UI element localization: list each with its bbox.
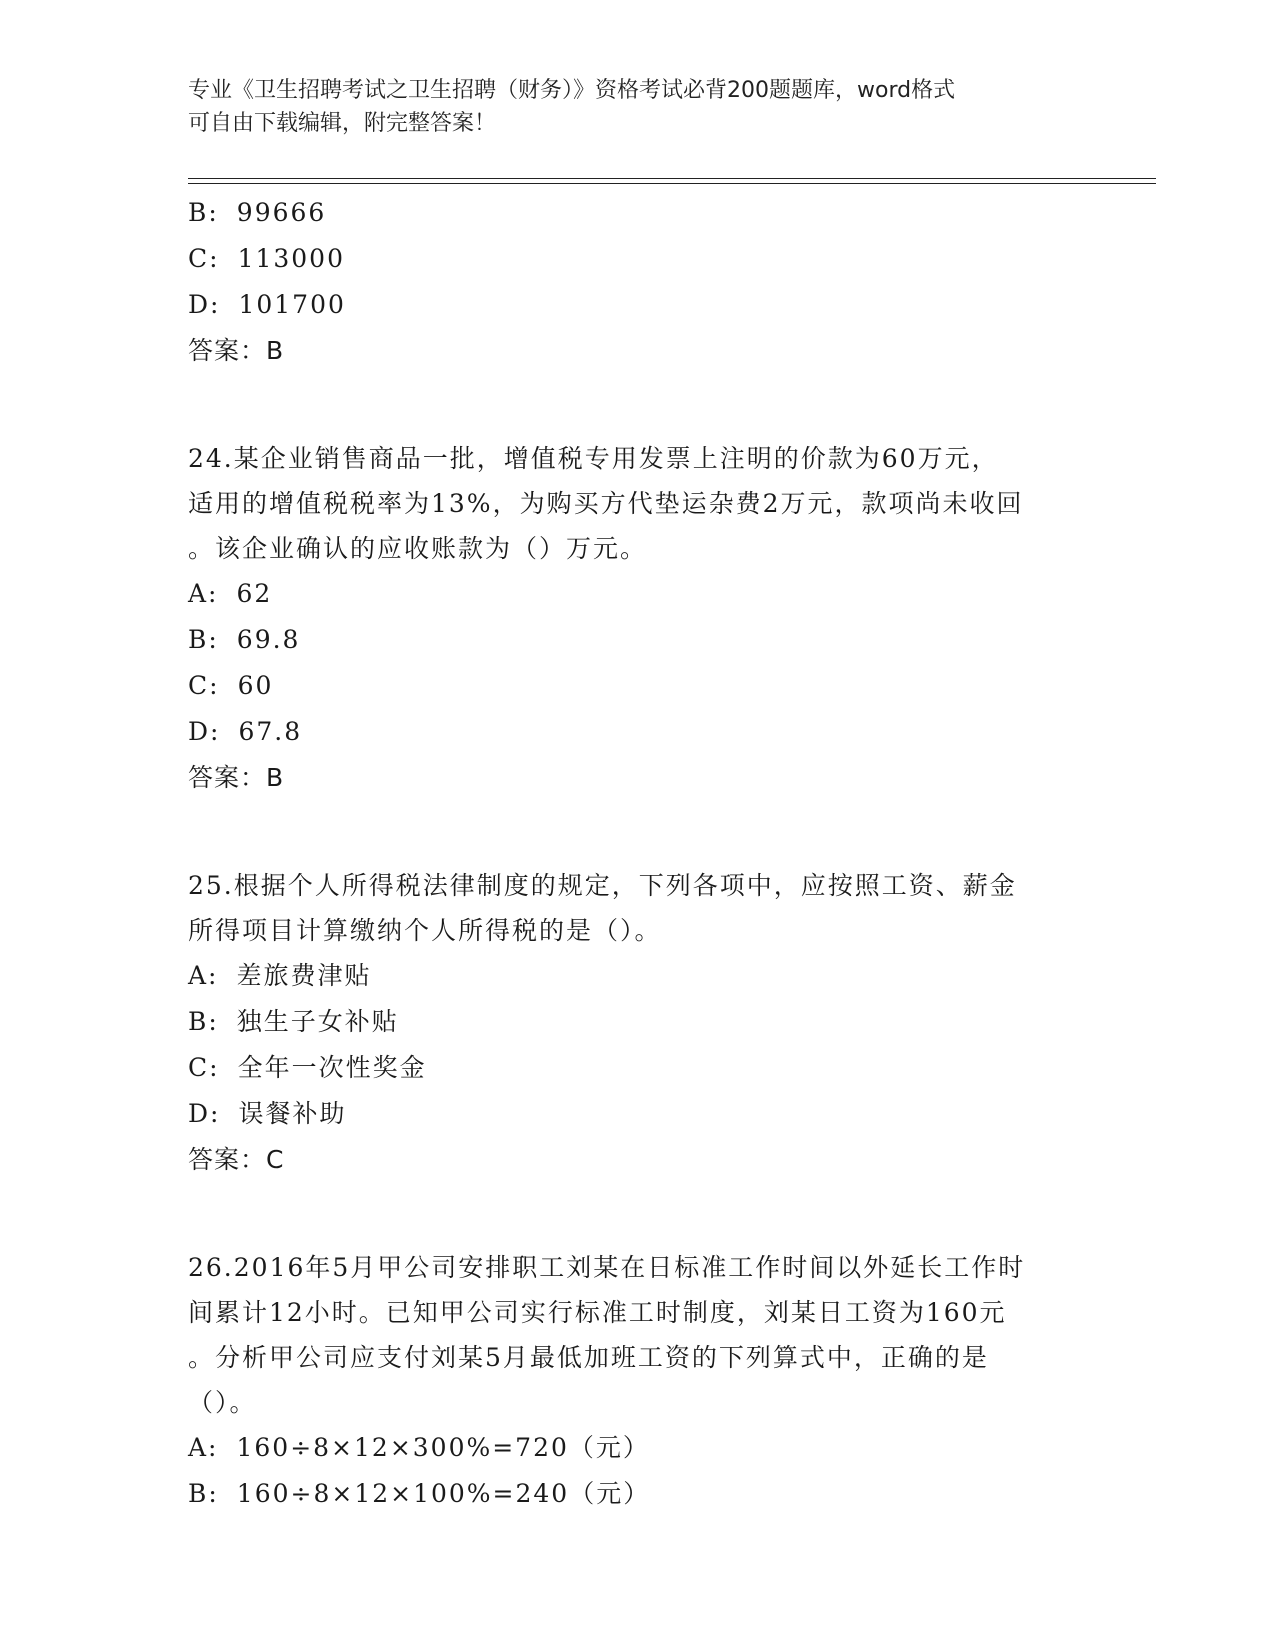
option-a: A: 160÷8×12×300%=720（元） (188, 1433, 650, 1462)
answer-label: 答案：B (188, 763, 285, 792)
option-c: C: 60 (188, 671, 274, 700)
header-line-2: 可自由下载编辑，附完整答案！ (188, 111, 497, 136)
question-24 (188, 436, 1088, 801)
question-25 (188, 863, 1088, 1183)
header-divider-bottom (188, 183, 1156, 184)
option-d: D: 误餐补助 (188, 1099, 347, 1128)
question-text-line: 所得项目计算缴纳个人所得税的是（）。 (188, 916, 662, 945)
option-b: B: 独生子女补贴 (188, 1007, 399, 1036)
question-text-line: 26.2016年5月甲公司安排职工刘某在日标准工作时间以外延长工作时 (188, 1253, 1026, 1282)
option-b: B: 99666 (188, 198, 327, 227)
question-text (188, 1245, 1088, 1425)
question-text-line: 。分析甲公司应支付刘某5月最低加班工资的下列算式中，正确的是 (188, 1343, 989, 1372)
question-23-tail (188, 190, 1088, 374)
answer-label: 答案：B (188, 336, 285, 365)
header-line-1: 专业《卫生招聘考试之卫生招聘（财务）》资格考试必背200题题库，word格式 (188, 78, 956, 103)
option-b: B: 160÷8×12×100%=240（元） (188, 1479, 651, 1508)
question-text-line: 间累计12小时。已知甲公司实行标准工时制度，刘某日工资为160元 (188, 1298, 1007, 1327)
option-d: D: 67.8 (188, 717, 303, 746)
question-text-line: 25.根据个人所得税法律制度的规定，下列各项中，应按照工资、薪金 (188, 871, 1017, 900)
option-a: A: 差旅费津贴 (188, 961, 372, 990)
question-26 (188, 1245, 1088, 1517)
question-text-line: 。该企业确认的应收账款为（）万元。 (188, 534, 648, 563)
document-header (188, 74, 1068, 140)
option-c: C: 113000 (188, 244, 345, 273)
answer-label: 答案：C (188, 1145, 285, 1174)
question-text (188, 863, 1088, 953)
question-text-line: （）。 (188, 1388, 257, 1417)
question-text-line: 24.某企业销售商品一批，增值税专用发票上注明的价款为60万元， (188, 444, 999, 473)
option-c: C: 全年一次性奖金 (188, 1053, 427, 1082)
option-b: B: 69.8 (188, 625, 301, 654)
header-divider-top (188, 178, 1156, 179)
option-a: A: 62 (188, 579, 273, 608)
question-list (188, 190, 1088, 1517)
question-text (188, 436, 1088, 571)
option-d: D: 101700 (188, 290, 346, 319)
question-text-line: 适用的增值税税率为13%，为购买方代垫运杂费2万元，款项尚未收回 (188, 489, 1024, 518)
